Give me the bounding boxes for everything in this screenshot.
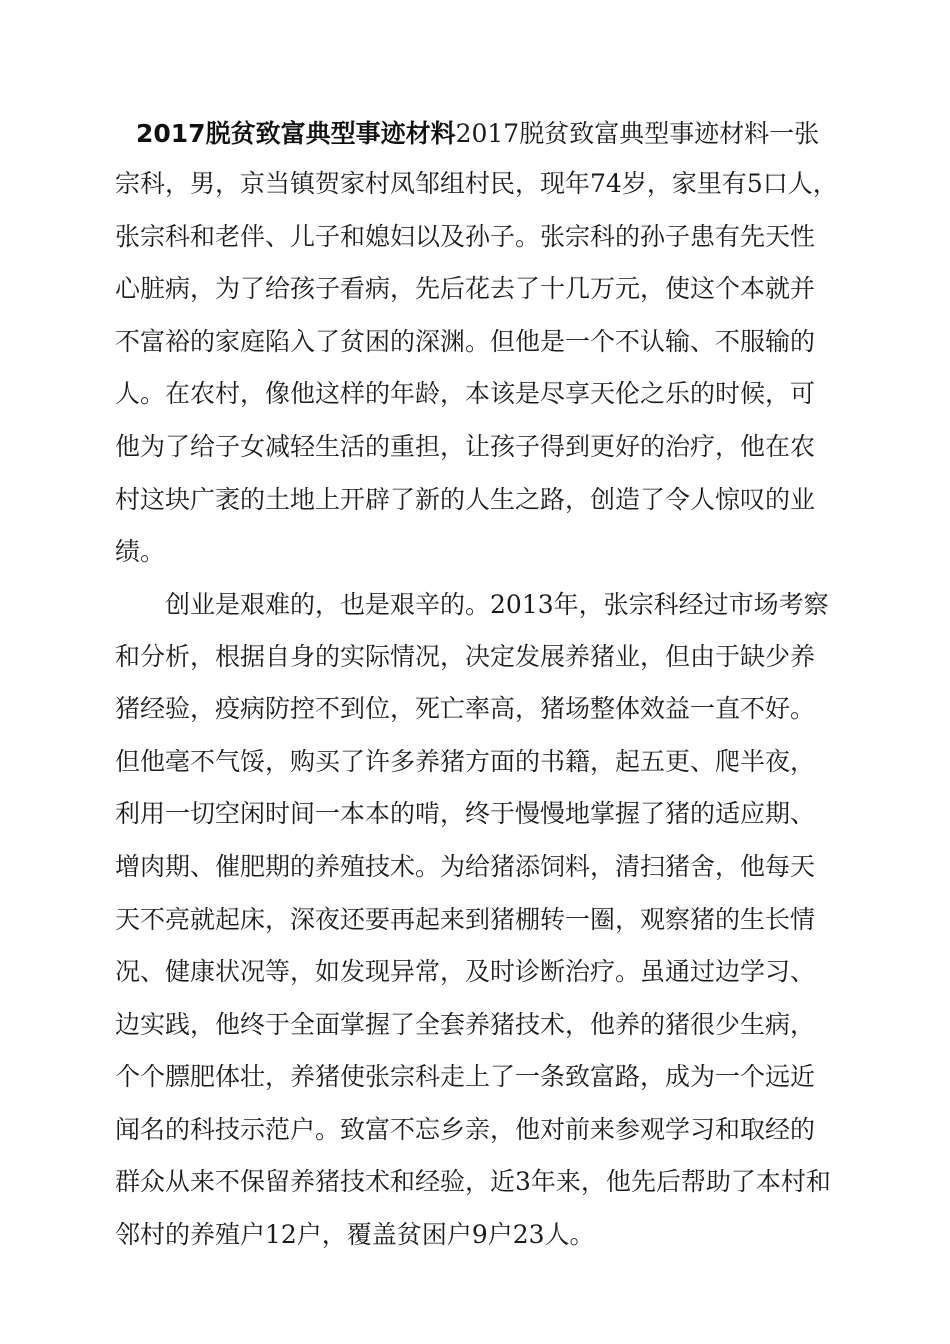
- paragraph-1-line-7: 他为了给子女减轻生活的重担，让孩子得到更好的治疗，他在农: [115, 432, 816, 461]
- paragraph-2-line-13: 邻村的养殖户12户，覆盖贫困户9户23人。: [115, 1220, 595, 1249]
- paragraph-1-line-6: 人。在农村，像他这样的年龄，本该是尽享天伦之乐的时候，可: [115, 379, 816, 408]
- paragraph-1-line-1: [136, 117, 819, 151]
- paragraph-1-line-4: 心脏病，为了给孩子看病，先后花去了十几万元，使这个本就并: [115, 274, 816, 303]
- paragraph-2-line-8: 况、健康状况等，如发现异常，及时诊断治疗。虽通过边学习、: [115, 957, 816, 986]
- paragraph-1-line-9: 绩。: [115, 537, 166, 566]
- paragraph-2-line-4: 但他毫不气馁，购买了许多养猪方面的书籍，起五更、爬半夜，: [115, 747, 816, 776]
- paragraph-2-line-6: 增肉期、催肥期的养殖技术。为给猪添饲料，清扫猪舍，他每天: [115, 852, 816, 881]
- paragraph-2-line-10: 个个膘肥体壮，养猪使张宗科走上了一条致富路，成为一个远近: [115, 1062, 816, 1091]
- document-title: 2017脱贫致富典型事迹材料: [136, 119, 456, 148]
- paragraph-1-line-8: 村这块广袤的土地上开辟了新的人生之路，创造了令人惊叹的业: [115, 485, 816, 514]
- paragraph-2-line-2: 和分析，根据自身的实际情况，决定发展养猪业，但由于缺少养: [115, 642, 816, 671]
- paragraph-2-line-11: 闻名的科技示范户。致富不忘乡亲，他对前来参观学习和取经的: [115, 1115, 816, 1144]
- paragraph-2-line-7: 天不亮就起床，深夜还要再起来到猪棚转一圈，观察猪的生长情: [115, 905, 816, 934]
- paragraph-2-line-3: 猪经验，疫病防控不到位，死亡率高，猪场整体效益一直不好。: [115, 694, 816, 723]
- paragraph-1-line-3: 张宗科和老伴、儿子和媳妇以及孙子。张宗科的孙子患有先天性: [115, 222, 816, 251]
- paragraph-2-line-12: 群众从来不保留养猪技术和经验，近3年来，他先后帮助了本村和: [115, 1167, 831, 1196]
- paragraph-1-line-5: 不富裕的家庭陷入了贫困的深渊。但他是一个不认输、不服输的: [115, 327, 816, 356]
- paragraph-2-line-5: 利用一切空闲时间一本本的啃，终于慢慢地掌握了猪的适应期、: [115, 799, 816, 828]
- paragraph-1-line-1-text: 2017脱贫致富典型事迹材料一张: [455, 119, 820, 148]
- paragraph-2-line-9: 边实践，他终于全面掌握了全套养猪技术，他养的猪很少生病，: [115, 1010, 816, 1039]
- paragraph-1-line-2: 宗科，男，京当镇贺家村凤邹组村民，现年74岁，家里有5口人，: [115, 169, 838, 198]
- paragraph-2-line-1: 创业是艰难的，也是艰辛的。2013年，张宗科经过市场考察: [165, 590, 829, 619]
